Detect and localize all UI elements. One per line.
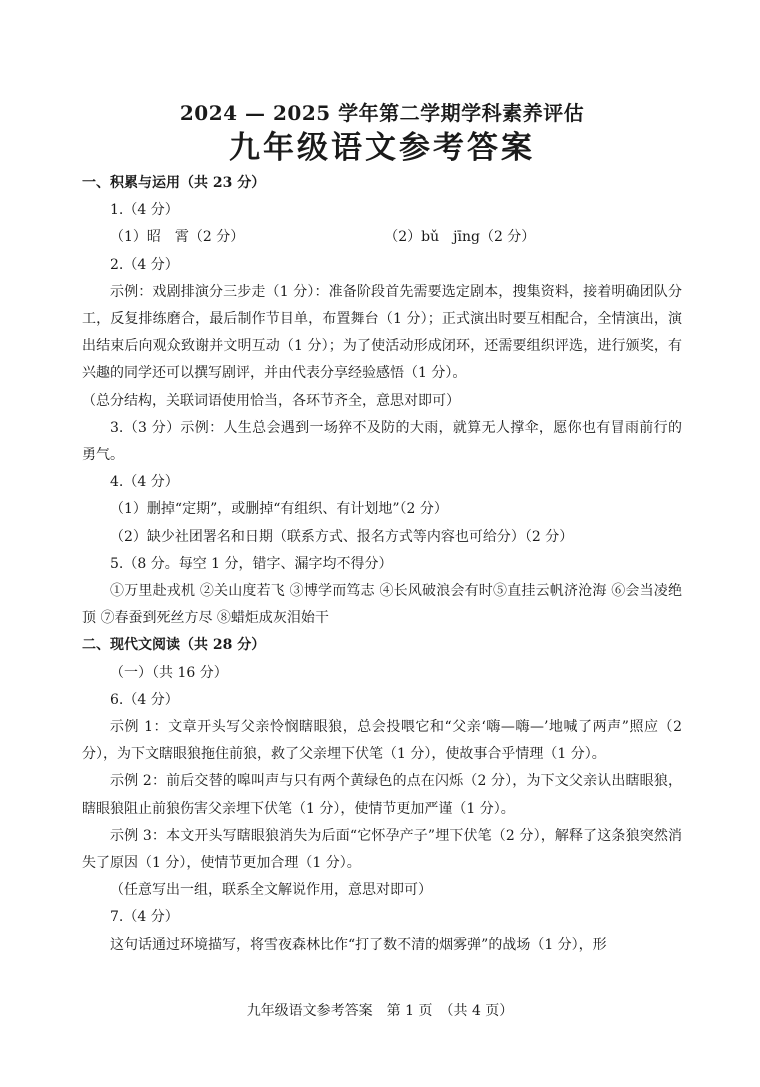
subsection-heading: （一）（共 16 分） bbox=[110, 664, 228, 681]
answer-paragraph: 3.（3 分）示例：人生总会遇到一场猝不及防的大雨，就算无人撑伞，愿你也有冒雨前行的勇气。 bbox=[82, 419, 682, 464]
answer-paragraph: 示例 1：文章开头写父亲怜悯瞎眼狼，总会投喂它和“父亲‘嗨—嗨—’地喊了两声”照应（2 分），为下文瞎眼狼拖住前狼，救了父亲埋下伏笔（1 分），使故事合乎情理（1 分）。 bbox=[82, 719, 682, 763]
answer-line: （2）缺少社团署名和日期（联系方式、报名方式等内容也可给分）（2 分） bbox=[110, 528, 574, 545]
question-heading: 4.（4 分） bbox=[110, 474, 179, 491]
question-heading: 2.（4 分） bbox=[110, 256, 179, 273]
answer-part: （1）昭 霄（2 分） bbox=[110, 229, 245, 246]
scoring-note: （任意写出一组，联系全文解说作用，意思对即可） bbox=[110, 882, 432, 899]
answer-paragraph: 示例 3：本文开头写瞎眼狼消失为后面“它怀孕产子”埋下伏笔（2 分），解释了这条狼突然消失了原因（1 分），使情节更加合理（1 分）。 bbox=[82, 827, 682, 872]
answer-part: （2）bǔ jīng（2 分） bbox=[384, 229, 536, 246]
document-title: 九年级语文参考答案 bbox=[229, 130, 535, 166]
page-footer: 九年级语文参考答案 第 1 页 （共 4 页） bbox=[246, 1003, 514, 1019]
section-heading: 一、积累与运用（共 23 分） bbox=[82, 175, 266, 191]
answer-paragraph: 这句话通过环境描写，将雪夜森林比作“打了数不清的烟雾弹”的战场（1 分），形 bbox=[110, 936, 607, 953]
scoring-note: （总分结构，关联词语使用恰当，各环节齐全，意思对即可） bbox=[82, 392, 460, 409]
answer-paragraph: ①万里赴戎机 ②关山度若飞 ③博学而笃志 ④长风破浪会有时⑤直挂云帆济沧海 ⑥会当凌绝顶 ⑦春蚕到死丝方尽 ⑧蜡炬成灰泪始干 bbox=[82, 583, 682, 627]
question-heading: 7.（4 分） bbox=[110, 909, 179, 926]
section-heading: 二、现代文阅读（共 28 分） bbox=[82, 637, 266, 654]
question-heading: 6.（4 分） bbox=[110, 691, 179, 708]
answer-paragraph: 示例：戏剧排演分三步走（1 分）：准备阶段首先需要选定剧本，搜集资料，接着明确团队分工，反复排练磨合，最后制作节目单，布置舞台（1 分）；正式演出时要互相配合，全情演出，演出结束后向观众致谢并文明互动（1 分）；为了使活动形成闭环，还需要组织评选，进行颁奖，有兴趣的同学还可以撰写剧评，并由代表分享经验感悟（1 分）。 bbox=[82, 283, 682, 382]
answer-line bbox=[82, 224, 682, 251]
exam-term-title: 2024 — 2025 学年第二学期学科素养评估 bbox=[179, 101, 585, 125]
answer-line: （1）删掉“定期”，或删掉“有组织、有计划地”（2 分） bbox=[110, 501, 448, 518]
question-heading: 5.（8 分。每空 1 分，错字、漏字均不得分） bbox=[110, 555, 393, 572]
question-heading: 1.（4 分） bbox=[110, 202, 179, 219]
answer-paragraph: 示例 2：前后交替的嗥叫声与只有两个黄绿色的点在闪烁（2 分），为下文父亲认出瞎眼狼，瞎眼狼阻止前狼伤害父亲埋下伏笔（1 分），使情节更加严谨（1 分）。 bbox=[82, 773, 682, 817]
